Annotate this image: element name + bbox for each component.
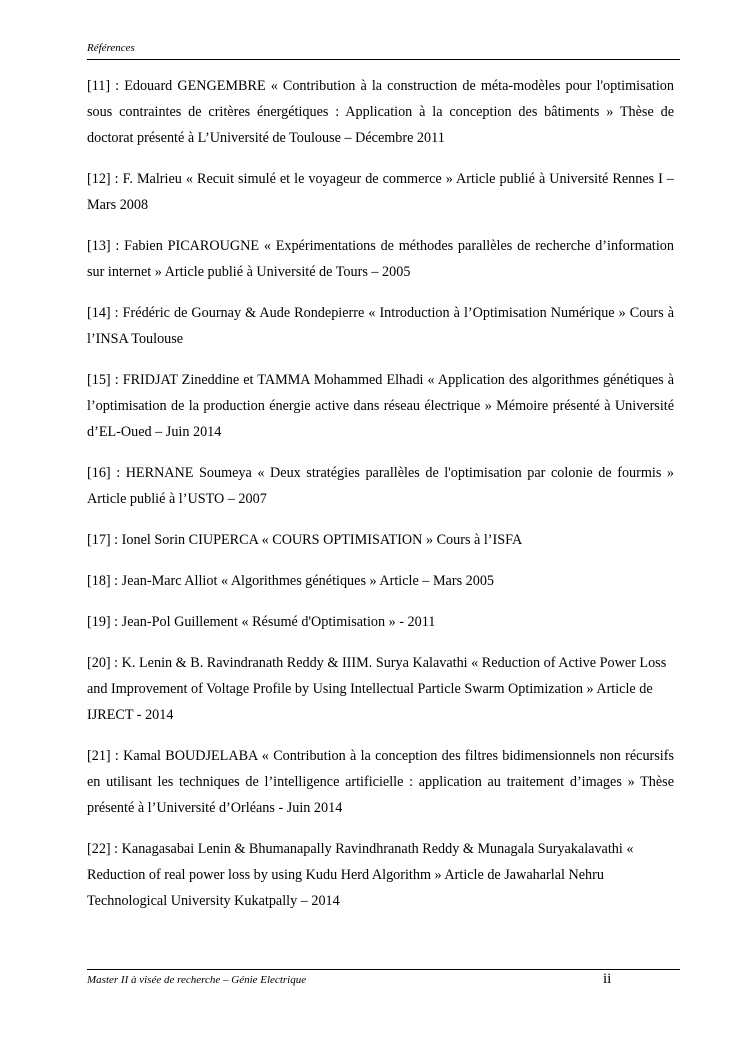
reference-item: [18] : Jean-Marc Alliot « Algorithmes génétiques » Article – Mars 2005 xyxy=(87,573,495,589)
reference-item: [17] : Ionel Sorin CIUPERCA « COURS OPTIMISATION » Cours à l’ISFA xyxy=(87,532,523,548)
reference-item: [12] : F. Malrieu « Recuit simulé et le voyageur de commerce » Article publié à Université Rennes I – Mars 2008 xyxy=(87,171,674,213)
reference-item: [11] : Edouard GENGEMBRE « Contribution à la construction de méta-modèles pour l'optimisation sous contraintes de critères énergétiques : Application à la conception des bâtiments » Thèse de doctorat présenté à L’Université de Toulouse – Décembre 2011 xyxy=(87,78,674,146)
footer-divider xyxy=(87,969,680,970)
reference-item: [15] : FRIDJAT Zineddine et TAMMA Mohammed Elhadi « Application des algorithmes génétiques à l’optimisation de la production énergie active dans réseau électrique » Mémoire présenté à Université d’EL-Oued – Juin 2014 xyxy=(87,372,674,440)
reference-list xyxy=(87,73,674,929)
reference-item: [13] : Fabien PICAROUGNE « Expérimentations de méthodes parallèles de recherche d’information sur internet » Article publié à Université de Tours – 2005 xyxy=(87,238,674,280)
reference-item: [20] : K. Lenin & B. Ravindranath Reddy & IIIM. Surya Kalavathi « Reduction of Active Power Loss and Improvement of Voltage Profile by Using Intellectual Particle Swarm Optimization » Article de IJRECT - 2014 xyxy=(87,655,667,723)
footer-text: Master II à visée de recherche – Génie Electrique xyxy=(87,974,307,986)
running-header: Références xyxy=(87,42,135,54)
header-divider xyxy=(87,59,680,60)
reference-item: [16] : HERNANE Soumeya « Deux stratégies parallèles de l'optimisation par colonie de fourmis » Article publié à l’USTO – 2007 xyxy=(87,465,674,507)
reference-item: [21] : Kamal BOUDJELABA « Contribution à la conception des filtres bidimensionnels non récursifs en utilisant les techniques de l’intelligence artificielle : application au traitement d’images » Thèse présenté à l’Université d’Orléans - Juin 2014 xyxy=(87,748,674,816)
reference-item: [14] : Frédéric de Gournay & Aude Rondepierre « Introduction à l’Optimisation Numérique » Cours à l’INSA Toulouse xyxy=(87,305,674,347)
page-number: ii xyxy=(603,971,612,987)
reference-item: [22] : Kanagasabai Lenin & Bhumanapally Ravindhranath Reddy & Munagala Suryakalavathi « Reduction of real power loss by using Kudu Herd Algorithm » Article de Jawaharlal Nehru Technological University Kukatpally – 2014 xyxy=(87,841,634,909)
reference-item: [19] : Jean-Pol Guillement « Résumé d'Optimisation » - 2011 xyxy=(87,614,436,630)
